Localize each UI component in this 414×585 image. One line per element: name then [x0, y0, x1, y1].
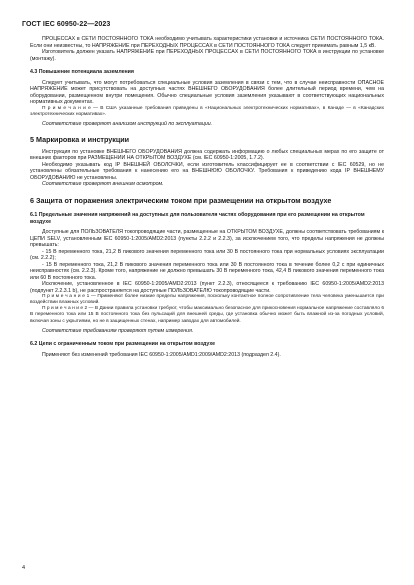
section-5-paragraph-1: Инструкция по установке ВНЕШНЕГО ОБОРУДОВАНИЯ должна содержать информацию о любых специальных мерах по его защите от внешних факторов при РАЗМЕЩЕНИИ НА ОТКРЫТОМ ВОЗДУХЕ (см. IEC 60950-1:2005, 1.7.2).: [30, 148, 384, 162]
section-5-compliance: Соответствие проверяют внешним осмотром.: [42, 181, 164, 188]
section-6-2-paragraph: Применяют без изменений требования IEC 60950-1:2005/AMD1:2009/AMD2:2013 (подраздел 2.4).: [42, 351, 281, 358]
section-6-1-bullet-2: - 15 В переменного тока, 21,2 В пикового значения переменного тока или 30 В постоянного тока в течение более 0,2 с при единичных неисправностях (см. 2.2.3). Кроме того, напряжение не должно превышать 30 В переменного тока, 42,4 В пикового значения переменного тока или 60 В постоянного тока.: [30, 261, 384, 281]
section-5-paragraph-2: Необходимо указывать код IP ВНЕШНЕЙ ОБОЛОЧКИ, если изготовитель классифицирует ее в соответствии с IEC 60529, но не установлены обязательные требования к нанесению его на ВНЕШНЮЮ ОБОЛОЧКУ. Требования к приведению кода IP ВНЕШНЕМУ ОБОРУДОВАНИЮ не установлены.: [30, 161, 384, 181]
section-5-heading: 5 Маркировка и инструкции: [30, 135, 130, 145]
section-6-1-note-1: П р и м е ч а н и е 1 — Применяют более низкие пределы напряжения, поскольку контактное полное сопротивление тела человека уменьшается при воздействии влажных условий.: [30, 294, 384, 306]
section-4-3-heading: 4.3 Повышение потенциала заземления: [30, 69, 134, 75]
section-6-2-heading: 6.2 Цепи с ограниченным током при размещении на открытом воздухе: [30, 341, 216, 348]
intro-paragraph-1: ПРОЦЕССАХ в СЕТИ ПОСТОЯННОГО ТОКА необходимо учитывать характеристики установки и источника СЕТИ ПОСТОЯННОГО ТОКА. Если они неизвестны, то НАПРЯЖЕНИЕ при ПЕРЕХОДНЫХ ПРОЦЕССАХ в СЕТИ ПОСТОЯННОГО ТОКА следует принимать равным 1,5 кВ.: [30, 36, 384, 49]
section-6-1-paragraph-2: Исключение, установленное в IEC 60950-1:2005/AMD2:2013 (пункт 2.2.3), относящееся к требованию IEC 60950-1:2005/AMD2:2013 (подпункт 2.2.3.1 b), не распространяется на доступные ПОЛЬЗОВАТЕЛЮ токопроводящие части.: [30, 281, 384, 294]
intro-paragraph-2: Изготовитель должен указать НАПРЯЖЕНИЕ при ПЕРЕХОДНЫХ ПРОЦЕССАХ в СЕТИ ПОСТОЯННОГО ТОКА в инструкции по установке (монтажу).: [30, 49, 384, 62]
section-6-1-heading: 6.1 Предельные значения напряжений на доступных для пользователя частях оборудования при его размещении на открытом воздухе: [30, 212, 365, 225]
page-number: 4: [22, 565, 26, 571]
section-4-3-note: П р и м е ч а н и е — В США указанные требования приведены в «Национальных электротехнических нормативах», в Канаде — в «Канадских электротехнических нормативах».: [30, 105, 384, 117]
section-4-3-paragraph: Следует учитывать, что могут потребоваться специальные условия заземления в связи с тем, что в случае неисправности ОПАСНОЕ НАПРЯЖЕНИЕ может присутствовать на доступных частях ВНЕШНЕГО ОБОРУДОВАНИЯ более длительный период времени, чем на оборудовании, размещенном внутри помещения. Обычно специальные условия заземления указывают в соответствующих национальных нормативных документах.: [30, 79, 384, 105]
document-header: ГОСТ IEC 60950-22—2023: [22, 21, 111, 28]
section-6-1-paragraph-1: Доступные для ПОЛЬЗОВАТЕЛЯ токопроводящие части, размещенные на ОТКРЫТОМ ВОЗДУХЕ, должны соответствовать требованиям к ЦЕПИ SELV, установленным IEC 60950-1:2005/AMD2:2013 (пункты 2.2.2 и 2.2.3), за исключением того, что пределы напряжения не должны превышать:: [30, 229, 384, 249]
section-6-1-bullet-1: - 15 В переменного тока, 21,2 В пикового значения переменного тока или 30 В постоянного тока при нормальных условиях эксплуатации (см. 2.2.2);: [30, 248, 384, 262]
page-content: [30, 36, 384, 358]
section-6-heading: 6 Защита от поражения электрическим током при размещении на открытом воздухе: [30, 195, 332, 205]
section-6-1-note-2: П р и м е ч а н и е 2 — В Дании правила установки требуют, чтобы максимально безопасное для прикосновения нормальное напряжение составляло 6 В переменного тока или 15 В постоянного тока без пульсаций для внешней среды, где установка обычно может быть влажной из-за погодных условий, включая зоны с укрытиями, но не в защищенных стенах, например заводах для автомобилей.: [30, 306, 384, 324]
section-6-1-compliance: Соответствие требованиям проверяют путем измерения.: [42, 327, 194, 334]
section-4-3-compliance: Соответствие проверяют анализом инструкций по эксплуатации.: [42, 120, 213, 127]
